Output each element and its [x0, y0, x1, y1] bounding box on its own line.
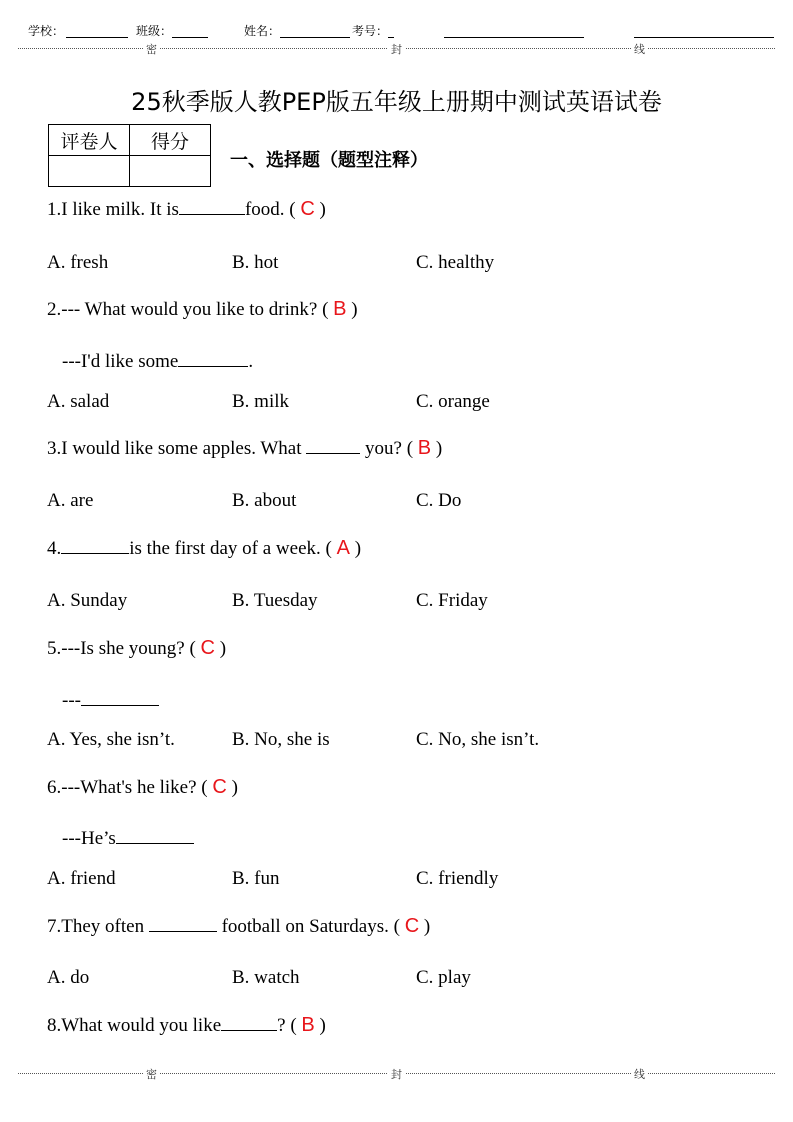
grader-header: 评卷人 — [49, 125, 130, 156]
question-6-option-c[interactable]: C. friendly — [416, 868, 499, 889]
question-2-reply: ---I'd like some — [62, 351, 179, 372]
question-3 — [47, 437, 442, 460]
question-1-option-b[interactable]: B. hot — [232, 252, 279, 273]
question-4-close: ) — [354, 538, 362, 559]
question-2-line2 — [62, 351, 253, 373]
question-6-blank[interactable] — [116, 842, 194, 844]
question-7-answer: C — [404, 915, 420, 937]
question-6 — [47, 776, 238, 799]
question-7 — [47, 915, 430, 938]
question-4-option-c[interactable]: C. Friday — [416, 590, 488, 611]
question-3-option-a[interactable]: A. are — [47, 490, 94, 511]
question-3-text: 3.I would like some apples. What — [47, 438, 302, 459]
school-label: 学校： — [28, 24, 65, 38]
page-title: 25秋季版人教PEP版五年级上册期中测试英语试卷 — [131, 88, 662, 116]
question-1-blank[interactable] — [179, 213, 245, 215]
blank-field-1[interactable] — [444, 37, 584, 38]
question-5-option-a[interactable]: A. Yes, she isn’t. — [47, 729, 175, 750]
question-2-close: ) — [351, 299, 358, 320]
question-2-text: 2.--- What would you like to drink? ( — [47, 299, 329, 320]
name-field[interactable] — [280, 37, 350, 38]
question-5-blank[interactable] — [81, 704, 159, 706]
question-2-option-b[interactable]: B. milk — [232, 391, 290, 412]
question-5-reply: --- — [62, 690, 81, 711]
question-3-blank[interactable] — [306, 452, 360, 454]
question-1-text-after: food. ( — [244, 199, 296, 220]
grader-table — [48, 124, 211, 187]
seal-feng-top: 封 — [388, 41, 405, 57]
question-5 — [47, 637, 226, 660]
class-field[interactable] — [172, 37, 208, 38]
question-2-answer: B — [333, 298, 347, 320]
question-2-blank[interactable] — [178, 365, 248, 367]
score-header: 得分 — [130, 125, 211, 156]
question-5-text: 5.---Is she young? ( — [47, 638, 196, 659]
question-6-option-b[interactable]: B. fun — [232, 868, 280, 889]
question-4-answer: A — [336, 537, 350, 559]
question-7-text-after: football on Saturdays. ( — [221, 916, 400, 937]
question-7-option-b[interactable]: B. watch — [232, 967, 300, 988]
question-8-answer: B — [301, 1014, 315, 1036]
question-1-close: ) — [319, 199, 326, 220]
question-1-text: 1.I like milk. It is — [47, 199, 179, 220]
question-8 — [47, 1014, 326, 1037]
question-4-number: 4. — [47, 538, 62, 559]
question-4 — [47, 537, 361, 560]
question-5-option-b[interactable]: B. No, she is — [232, 729, 330, 750]
name-label: 姓名： — [244, 24, 281, 38]
question-5-close: ) — [219, 638, 227, 659]
question-6-line2 — [62, 828, 194, 850]
question-8-text-after: ? ( — [277, 1015, 297, 1036]
question-2-option-a[interactable]: A. salad — [47, 391, 110, 412]
question-2-option-c[interactable]: C. orange — [416, 391, 490, 412]
question-7-option-c[interactable]: C. play — [416, 967, 471, 988]
exam-no-label: 考号： — [352, 24, 389, 38]
question-6-close: ) — [231, 777, 238, 798]
question-6-reply: ---He’s — [62, 828, 116, 849]
score-cell[interactable] — [130, 156, 211, 187]
question-1-answer: C — [300, 198, 315, 220]
question-6-text: 6.---What's he like? ( — [47, 777, 208, 798]
question-2 — [47, 298, 358, 321]
question-5-answer: C — [200, 637, 215, 659]
question-1 — [47, 198, 326, 221]
class-label: 班级： — [136, 24, 173, 38]
question-5-option-c[interactable]: C. No, she isn’t. — [416, 729, 540, 750]
question-3-close: ) — [435, 438, 443, 459]
seal-mi-bottom: 密 — [143, 1066, 160, 1082]
question-4-option-a[interactable]: A. Sunday — [47, 590, 128, 611]
question-1-option-c[interactable]: C. healthy — [416, 252, 495, 273]
question-4-text: is the first day of a week. ( — [129, 538, 332, 559]
question-3-answer: B — [417, 437, 432, 459]
question-7-text: 7.They often — [47, 916, 145, 937]
question-8-text: 8.What would you like — [47, 1015, 222, 1036]
question-7-blank[interactable] — [149, 930, 217, 932]
grader-cell[interactable] — [49, 156, 130, 187]
question-8-close: ) — [319, 1015, 326, 1036]
question-4-blank[interactable] — [61, 552, 129, 554]
section-title: 一、选择题（题型注释） — [230, 150, 428, 171]
question-4-option-b[interactable]: B. Tuesday — [232, 590, 318, 611]
seal-mi-top: 密 — [143, 41, 160, 57]
seal-xian-top: 线 — [631, 41, 648, 57]
question-1-option-a[interactable]: A. fresh — [47, 252, 109, 273]
question-7-close: ) — [423, 916, 431, 937]
question-6-option-a[interactable]: A. friend — [47, 868, 116, 889]
question-7-option-a[interactable]: A. do — [47, 967, 90, 988]
question-3-option-b[interactable]: B. about — [232, 490, 297, 511]
question-6-answer: C — [212, 776, 227, 798]
question-3-option-c[interactable]: C. Do — [416, 490, 462, 511]
question-3-text-after: you? ( — [365, 438, 414, 459]
blank-field-2[interactable] — [634, 37, 774, 38]
exam-no-field[interactable] — [388, 37, 394, 38]
question-5-line2 — [62, 690, 159, 712]
question-2-reply-end: . — [248, 351, 254, 372]
seal-xian-bottom: 线 — [631, 1066, 648, 1082]
question-8-blank[interactable] — [221, 1029, 277, 1031]
seal-feng-bottom: 封 — [388, 1066, 405, 1082]
school-field[interactable] — [66, 37, 128, 38]
